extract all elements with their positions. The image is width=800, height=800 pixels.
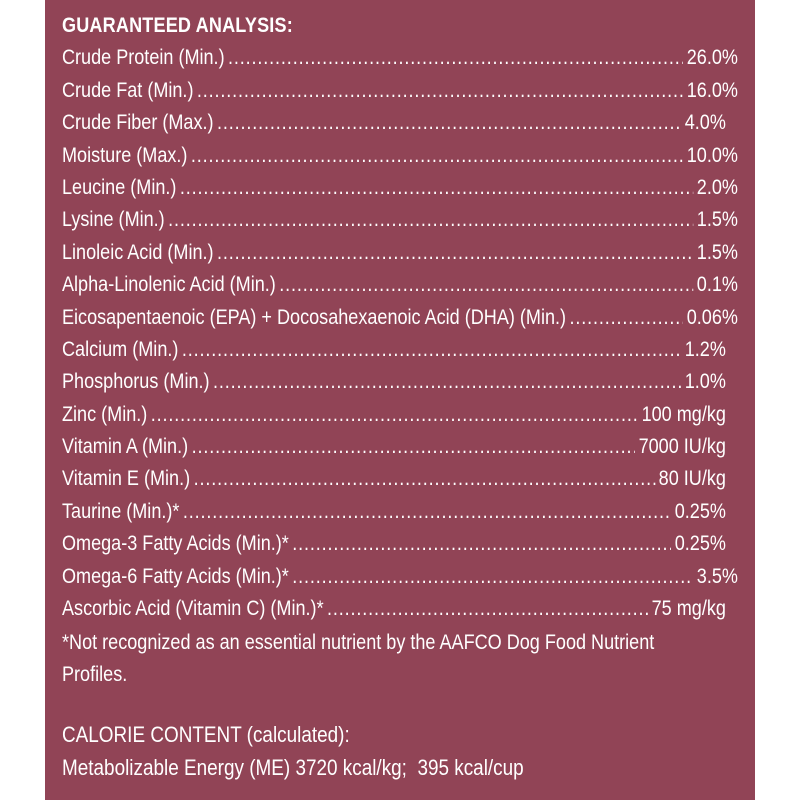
analysis-row bbox=[62, 431, 738, 463]
row-value: 1.2% bbox=[684, 337, 726, 361]
dot-leader bbox=[183, 496, 671, 528]
row-value: 1.5% bbox=[696, 208, 738, 232]
row-value: 0.1% bbox=[696, 273, 738, 297]
analysis-row bbox=[62, 204, 738, 236]
analysis-row bbox=[62, 140, 738, 172]
dot-leader bbox=[570, 302, 684, 334]
row-label: Taurine (Min.)* bbox=[62, 499, 180, 523]
row-value: 0.06% bbox=[686, 305, 738, 329]
dot-leader bbox=[197, 75, 683, 107]
analysis-row bbox=[62, 172, 738, 204]
row-value: 3.5% bbox=[696, 564, 738, 588]
analysis-row bbox=[62, 75, 738, 107]
row-value: 75 mg/kg bbox=[651, 597, 726, 621]
row-label: Eicosapentaenoic (EPA) + Docosahexaenoic Acid (DHA) (Min.) bbox=[62, 305, 567, 329]
row-label: Ascorbic Acid (Vitamin C) (Min.)* bbox=[62, 597, 324, 621]
row-value: 0.25% bbox=[674, 499, 726, 523]
analysis-row bbox=[62, 366, 738, 398]
row-label: Moisture (Max.) bbox=[62, 143, 188, 167]
analysis-row bbox=[62, 237, 738, 269]
analysis-row bbox=[62, 561, 738, 593]
row-value: 1.0% bbox=[684, 370, 726, 394]
row-value: 1.5% bbox=[696, 240, 738, 264]
analysis-row bbox=[62, 42, 738, 74]
analysis-row bbox=[62, 496, 738, 528]
row-value: 4.0% bbox=[684, 111, 726, 135]
row-label: Crude Fiber (Max.) bbox=[62, 111, 214, 135]
row-label: Linoleic Acid (Min.) bbox=[62, 240, 214, 264]
row-value: 0.25% bbox=[674, 532, 726, 556]
row-value: 100 mg/kg bbox=[641, 402, 726, 426]
row-label: Leucine (Min.) bbox=[62, 175, 177, 199]
row-value: 16.0% bbox=[686, 78, 738, 102]
nutrition-panel bbox=[45, 0, 755, 800]
row-label: Vitamin A (Min.) bbox=[62, 435, 189, 459]
dot-leader bbox=[292, 528, 671, 560]
analysis-row bbox=[62, 107, 738, 139]
analysis-row bbox=[62, 593, 738, 625]
dot-leader bbox=[192, 431, 636, 463]
dot-leader bbox=[292, 561, 693, 593]
row-value: 26.0% bbox=[686, 46, 738, 70]
dot-leader bbox=[228, 42, 683, 74]
analysis-row bbox=[62, 302, 738, 334]
dot-leader bbox=[182, 334, 681, 366]
row-label: Alpha-Linolenic Acid (Min.) bbox=[62, 273, 276, 297]
dot-leader bbox=[217, 237, 693, 269]
aafco-footnote: *Not recognized as an essential nutrient by the AAFCO Dog Food Nutrient Profiles. bbox=[62, 631, 655, 687]
row-label: Omega-3 Fatty Acids (Min.)* bbox=[62, 532, 289, 556]
row-value: 2.0% bbox=[696, 175, 738, 199]
guaranteed-analysis-title: GUARANTEED ANALYSIS: bbox=[62, 14, 293, 37]
analysis-row bbox=[62, 399, 738, 431]
row-label: Omega-6 Fatty Acids (Min.)* bbox=[62, 564, 289, 588]
dot-leader bbox=[168, 204, 693, 236]
dot-leader bbox=[151, 399, 638, 431]
dot-leader bbox=[213, 366, 681, 398]
dot-leader bbox=[279, 269, 693, 301]
row-value: 7000 IU/kg bbox=[638, 435, 726, 459]
row-label: Crude Fat (Min.) bbox=[62, 78, 194, 102]
calorie-content-title: CALORIE CONTENT (calculated): bbox=[62, 722, 350, 748]
row-label: Lysine (Min.) bbox=[62, 208, 165, 232]
analysis-row bbox=[62, 463, 738, 495]
analysis-row bbox=[62, 528, 738, 560]
row-label: Phosphorus (Min.) bbox=[62, 370, 210, 394]
row-label: Calcium (Min.) bbox=[62, 337, 179, 361]
dot-leader bbox=[327, 593, 648, 625]
calorie-content-line: Metabolizable Energy (ME) 3720 kcal/kg; 395 kcal/cup bbox=[62, 754, 524, 780]
row-value: 80 IU/kg bbox=[658, 467, 726, 491]
nutrition-content bbox=[62, 10, 738, 784]
row-value: 10.0% bbox=[686, 143, 738, 167]
dot-leader bbox=[180, 172, 693, 204]
analysis-row bbox=[62, 334, 738, 366]
analysis-row bbox=[62, 269, 738, 301]
row-label: Vitamin E (Min.) bbox=[62, 467, 191, 491]
dot-leader bbox=[191, 140, 683, 172]
section-spacer bbox=[62, 691, 738, 719]
dot-leader bbox=[194, 463, 656, 495]
row-label: Zinc (Min.) bbox=[62, 402, 148, 426]
row-label: Crude Protein (Min.) bbox=[62, 46, 225, 70]
dot-leader bbox=[217, 107, 681, 139]
